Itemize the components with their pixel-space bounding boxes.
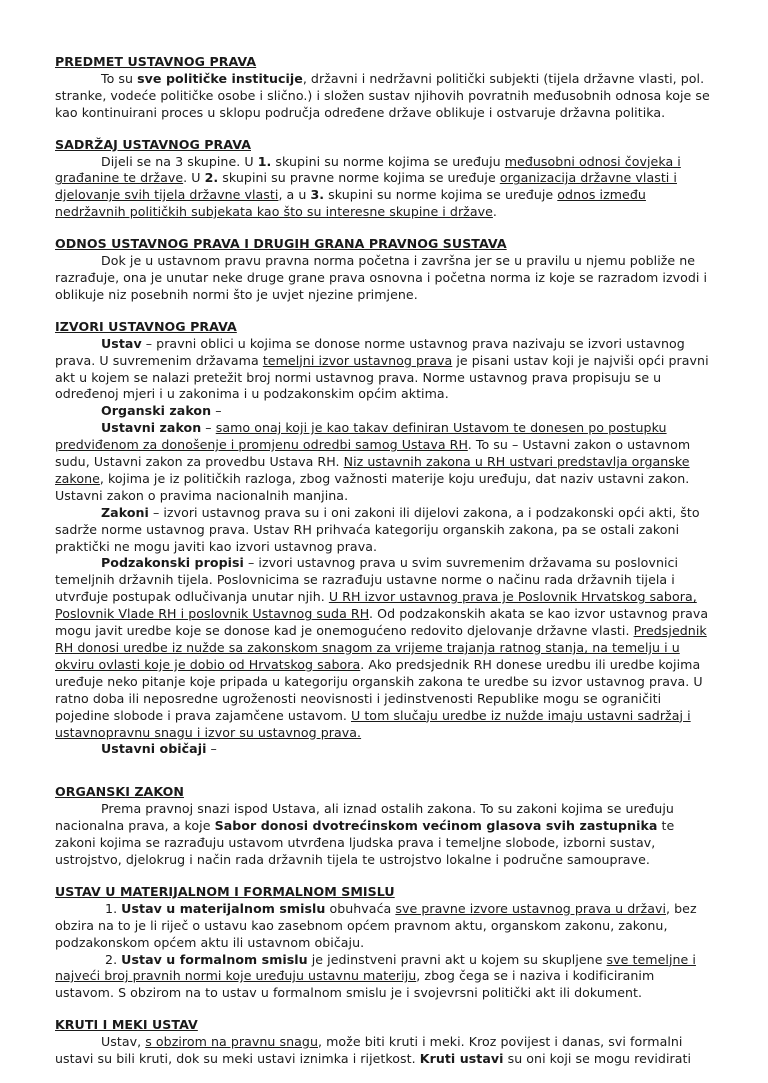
document-page [55, 54, 717, 1083]
section-heading: ODNOS USTAVNOG PRAVA I DRUGIH GRANA PRAVNOG SUSTAVA [55, 236, 507, 252]
paragraph-materijalni: 1. Ustav u materijalnom smislu obuhvaća sve pravne izvore ustavnog prava u državi, bez obzira na to je li riječ o ustavu kao zasebnom općem pravnom aktu, organskom zakonu, zakonu, podzakonskom općem aktu ili ustavnom običaju. [55, 900, 697, 950]
paragraph-organski-zakon: Organski zakon – [101, 403, 222, 419]
section-heading: ORGANSKI ZAKON [55, 784, 184, 800]
paragraph: Prema pravnoj snazi ispod Ustava, ali iznad ostalih zakona. To su zakoni kojima se uređuju nacionalna prava, a koje Sabor donosi dvotrećinskom većinom glasova svih zastupnika te zakoni kojima se razrađuju ustavom utvrđena ljudska prava i temeljne slobode, izborni sustav, ustrojstvo, djelokrug i način rada državnih tijela te ustrojstvo lokalne i područne samouprave. [55, 801, 675, 867]
paragraph-ustavni-zakon: Ustavni zakon – samo onaj koji je kao takav definiran Ustavom te donesen po postupku predviđenom za donošenje i promjenu odredbi samog Ustava RH. To su – Ustavni zakon o ustavnom sudu, Ustavni zakon za provedbu Ustava RH. Niz ustavnih zakona u RH ustvari predstavlja organske zakone, kojima je iz političkih razloga, zbog važnosti materije koju uređuju, dat naziv ustavni zakon. Ustavni zakon o pravima nacionalnih manjina. [55, 420, 691, 503]
section-heading: SADRŽAJ USTAVNOG PRAVA [55, 136, 251, 152]
section-predmet [55, 54, 717, 122]
paragraph: Dijeli se na 3 skupine. U 1. skupini su norme kojima se uređuju međusobni odnosi čovjeka i građanine te države. U 2. skupini su pravne norme kojima se uređuje organizacija državne vlasti i djelovanje svih tijela državne vlasti, a u 3. skupini su norme kojima se uređuje odnos između nedržavnih političkih subjekata kao što su interesne skupine i države. [55, 153, 681, 220]
paragraph-formalni: 2. Ustav u formalnom smislu je jedinstveni pravni akt u kojem su skupljene sve temeljne i najveći broj pravnih normi koje uređuju ustavnu materiju, zbog čega se i naziva i kodificiranim ustavom. S obzirom na to ustav u formalnom smislu je i svojevrsni politički akt ili dokument. [55, 951, 696, 1001]
section-izvori [55, 319, 717, 759]
section-heading: USTAV U MATERIJALNOM I FORMALNOM SMISLU [55, 883, 395, 899]
section-kruti-meki [55, 1017, 717, 1068]
paragraph-ustav: Ustav – pravni oblici u kojima se donose norme ustavnog prava nazivaju se izvori ustavnog prava. U suvremenim državama temeljni izvor ustavnog prava je pisani ustav koji je najviši opći pravni akt u kojem se nalazi pretežit broj normi ustavnog prava. Norme ustavnog prava propisuju se u određenoj mjeri i u zakonima i u podzakonskim općim aktima. [55, 335, 709, 402]
section-sadrzaj [55, 137, 717, 222]
paragraph: To su sve političke institucije, državni i nedržavni politički subjekti (tijela državne vlasti, pol. stranke, vodeće političke osobe i slično.) i složen sustav njihovih povratnih međusobnih odnosa koje se kao kontinuirani proces u sklopu područja određene države oblikuje i ostvaruje državna politika. [55, 70, 710, 120]
section-heading: IZVORI USTAVNOG PRAVA [55, 318, 237, 334]
paragraph-zakoni: Zakoni – izvori ustavnog prava su i oni zakoni ili dijelovi zakona, a i podzakonski opći akti, što sadrže norme ustavnog prava. Ustav RH prihvaća kategoriju organskih zakona, pa se ostali zakoni praktički ne mogu javiti kao izvori ustavnog prava. [55, 504, 700, 554]
section-ustav-smisao [55, 884, 717, 1002]
paragraph: Ustav, s obzirom na pravnu snagu, može biti kruti i meki. Kroz povijest i danas, svi formalni ustavi su bili kruti, dok su meki ustavi iznimka i rijetkost. Kruti ustavi su oni koji se mogu revidirati [55, 1034, 692, 1067]
section-heading: KRUTI I MEKI USTAV [55, 1017, 198, 1033]
section-organski-zakon [55, 784, 717, 869]
section-heading: PREDMET USTAVNOG PRAVA [55, 54, 257, 69]
paragraph-podzakonski: Podzakonski propisi – izvori ustavnog prava u svim suvremenim državama su poslovnici temeljnih državnih tijela. Poslovnicima se razrađuju ustavne norme o načinu rada državnih tijela i utvrđuje postupak odlučivanja unutar njih. U RH izvor ustavnog prava je Poslovnik Hrvatskog sabora, Poslovnik Vlade RH i poslovnik Ustavnog suda RH. Od podzakonskih akata se kao izvor ustavnog prava mogu javit uredbe koje se donose kad je onemogućeno redovito djelovanje državne vlasti. Predsjednik RH donosi uredbe iz nužde sa zakonskom snagom za vrijeme trajanja ratnog stanja, na temelju i u okviru ovlasti koje je dobio od Hrvatskog sabora. Ako predsjednik RH donese uredbu ili uredbe kojima uređuje neko pitanje koje pripada u kategoriju organskih zakona te uredbe su izvor ustavnog prava. U ratno doba ili neposredne ugroženosti neovisnosti i jedinstvenosti Republike mogu se ograničiti pojedine slobode i prava zajamčene ustavom. U tom slučaju uredbe iz nužde imaju ustavni sadržaj i ustavnopravnu snagu i izvor su ustavnog prava. [55, 555, 709, 740]
section-odnos [55, 236, 717, 304]
paragraph: Dok je u ustavnom pravu pravna norma početna i završna jer se u pravilu u njemu pobliže ne razrađuje, ona je unutar neke druge grane prava osnovna i početna norma iz koje se razradom izvodi i oblikuje niz posebnih normi što je uvjet njezine primjene. [55, 253, 708, 302]
paragraph-ustavni-obicaji: Ustavni običaji – [101, 741, 217, 757]
